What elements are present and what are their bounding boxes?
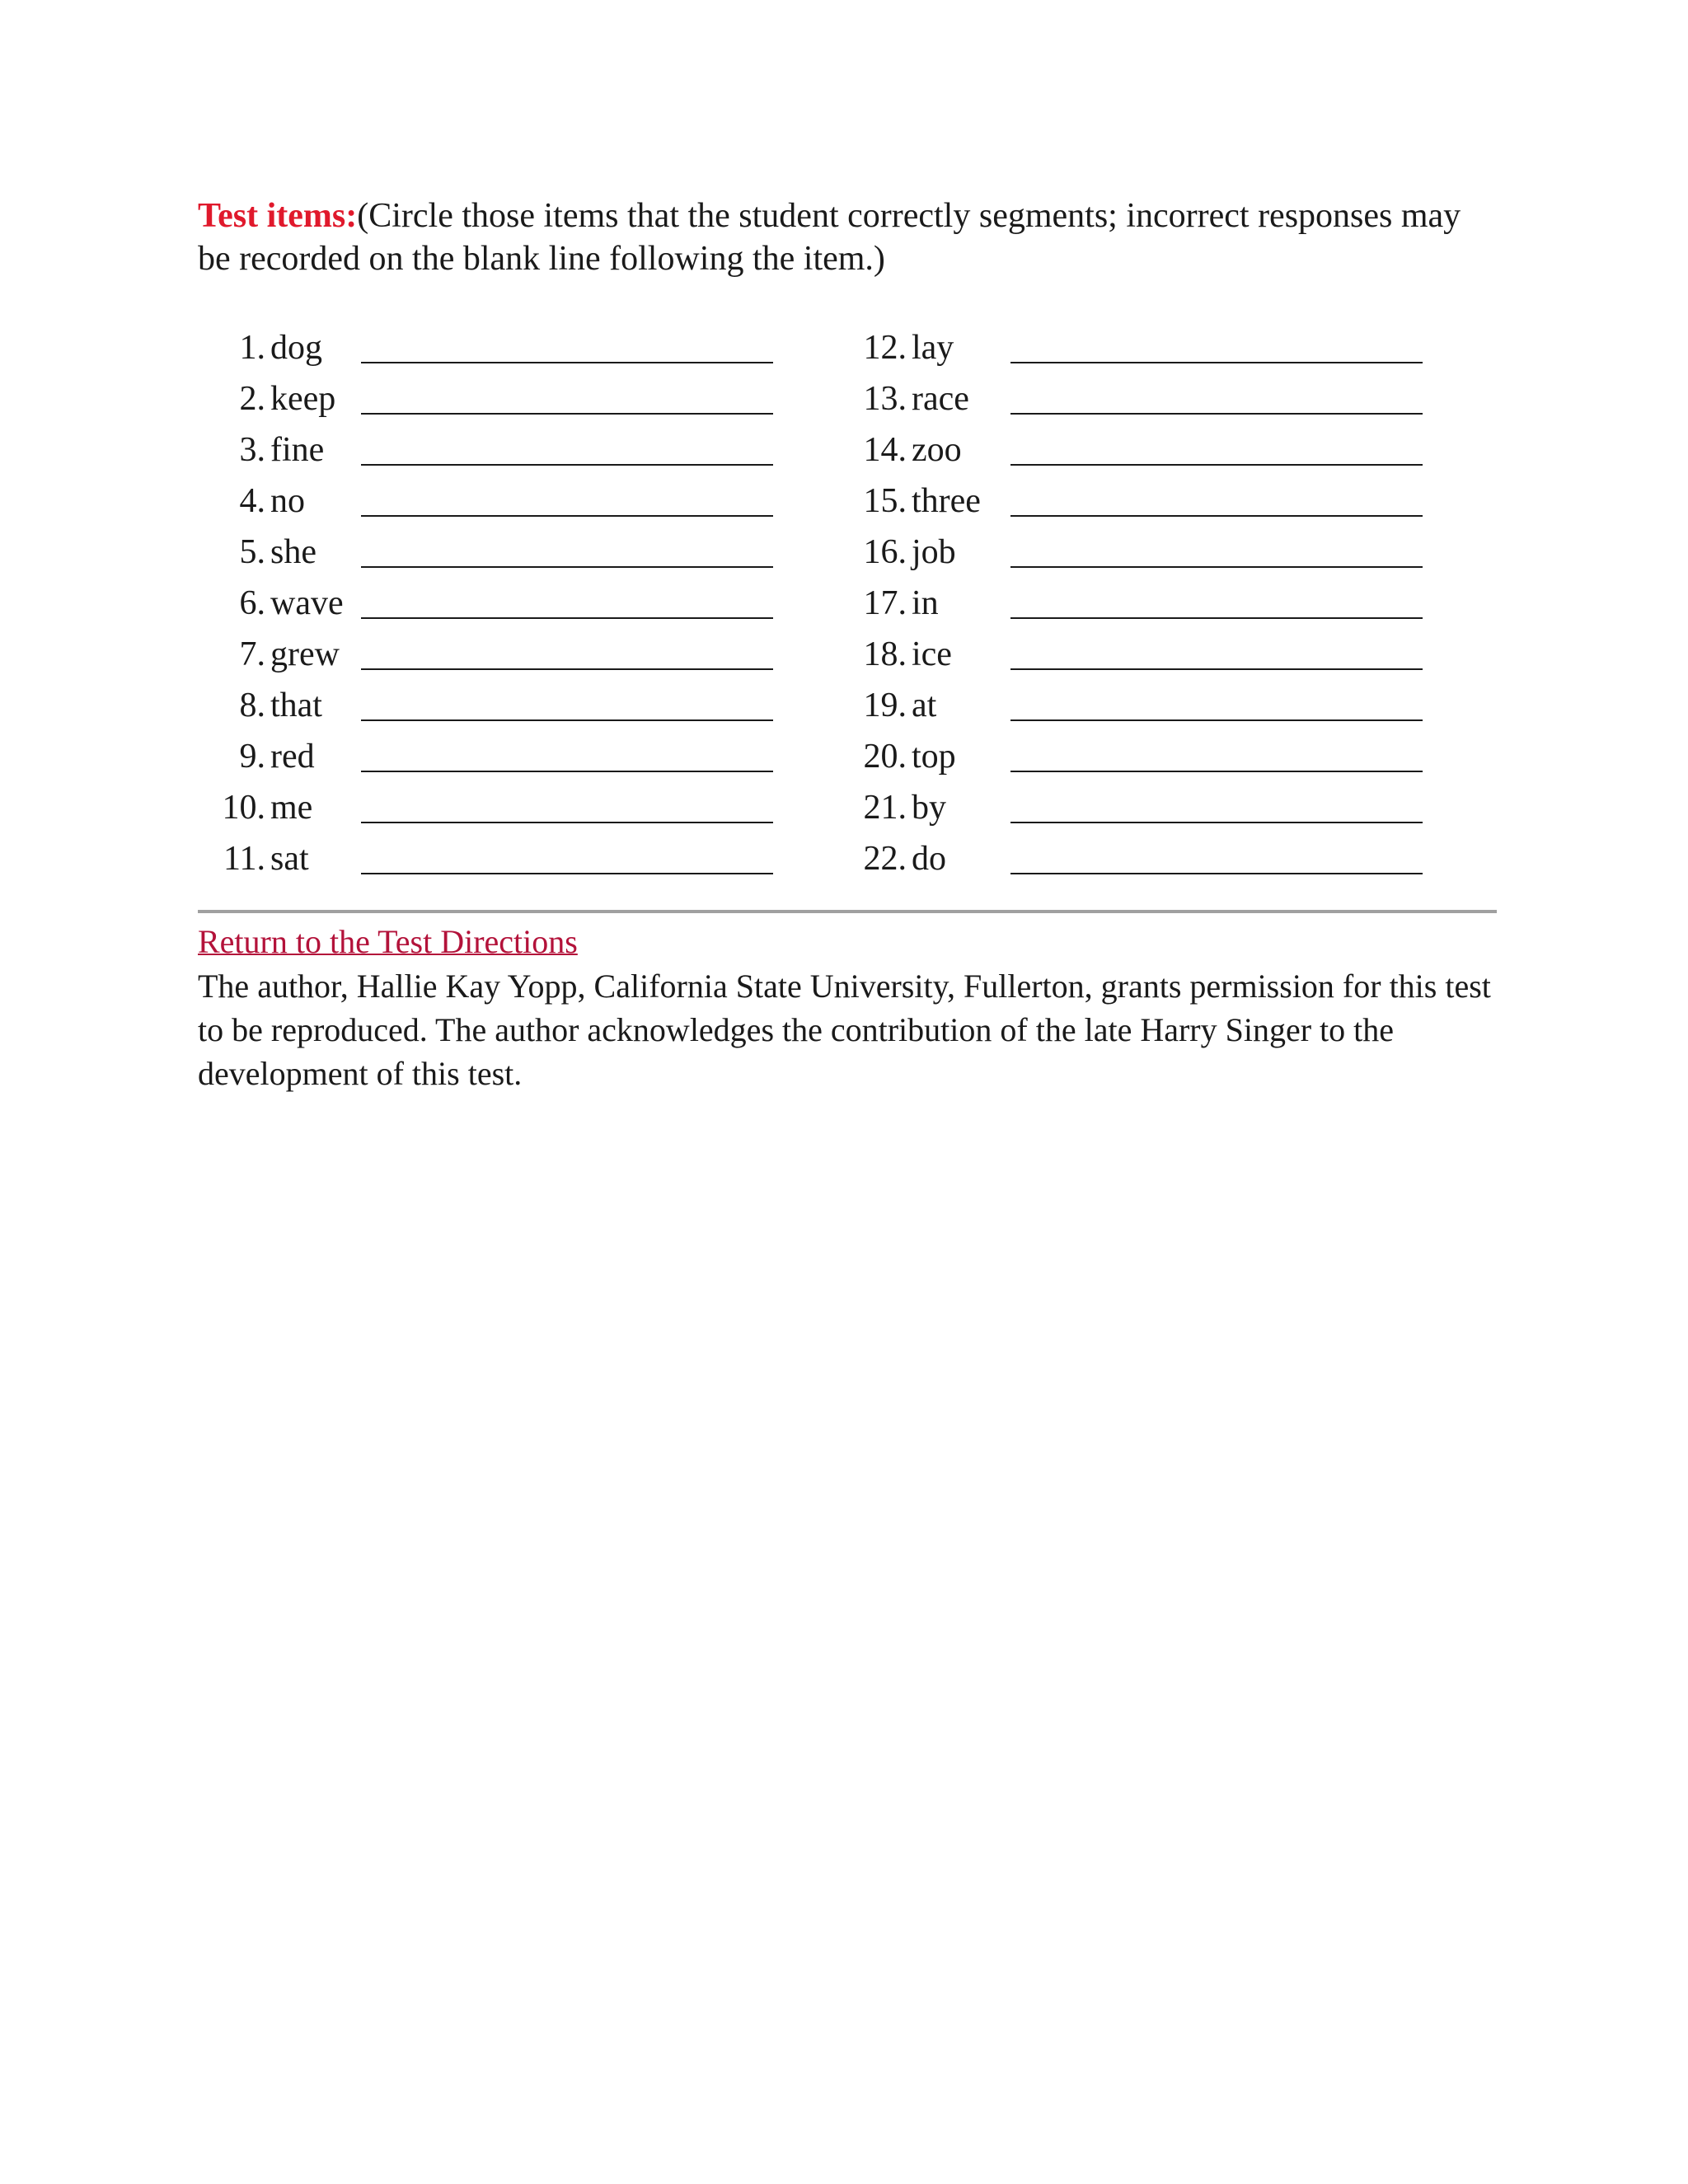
test-item xyxy=(841,476,1418,527)
author-credit: The author, Hallie Kay Yopp, California State University, Fullerton, grants permission for this test to be reproduced. The author acknowledges the contribution of the late Harry Singer to the development of this test. xyxy=(198,968,1491,1092)
test-item xyxy=(198,732,775,783)
response-blank xyxy=(361,822,773,823)
item-word: ice xyxy=(912,635,952,673)
test-item xyxy=(841,527,1418,579)
item-number: 11. xyxy=(223,840,265,878)
item-word: in xyxy=(912,584,939,622)
response-blank xyxy=(1010,617,1423,619)
item-number: 10. xyxy=(222,789,265,827)
item-word: keep xyxy=(270,380,336,418)
return-to-directions-link[interactable]: Return to the Test Directions xyxy=(198,923,578,960)
test-item xyxy=(198,527,775,579)
test-item xyxy=(841,425,1418,476)
test-item xyxy=(841,834,1418,885)
test-item xyxy=(841,630,1418,681)
test-item xyxy=(198,681,775,732)
item-number: 15. xyxy=(863,482,907,520)
item-number: 19. xyxy=(863,687,907,724)
response-blank xyxy=(361,515,773,517)
item-number: 18. xyxy=(863,635,907,673)
item-number: 3. xyxy=(239,431,265,469)
item-number: 21. xyxy=(863,789,907,827)
item-number: 5. xyxy=(239,533,265,571)
item-number: 13. xyxy=(863,380,907,418)
test-item xyxy=(198,783,775,834)
item-word: wave xyxy=(270,584,344,622)
item-word: do xyxy=(912,840,946,878)
instructions-text: (Circle those items that the student correctly segments; incorrect responses may be recorded on the blank line following the item.) xyxy=(198,197,1461,278)
item-number: 6. xyxy=(239,584,265,622)
response-blank xyxy=(1010,464,1423,466)
test-item xyxy=(841,681,1418,732)
item-word: at xyxy=(912,687,937,724)
test-item xyxy=(841,783,1418,834)
item-word: sat xyxy=(270,840,309,878)
item-number: 2. xyxy=(239,380,265,418)
response-blank xyxy=(361,464,773,466)
test-items-list xyxy=(198,323,1484,883)
response-blank xyxy=(1010,362,1423,363)
response-blank xyxy=(1010,566,1423,568)
response-blank xyxy=(361,413,773,415)
response-blank xyxy=(361,566,773,568)
test-item xyxy=(198,476,775,527)
item-number: 14. xyxy=(863,431,907,469)
items-column-left xyxy=(198,323,775,885)
item-number: 16. xyxy=(863,533,907,571)
item-number: 12. xyxy=(863,329,907,367)
item-word: by xyxy=(912,789,946,827)
item-word: grew xyxy=(270,635,340,673)
test-item xyxy=(198,834,775,885)
item-number: 8. xyxy=(239,687,265,724)
response-blank xyxy=(361,719,773,721)
item-word: lay xyxy=(912,329,954,367)
response-blank xyxy=(361,771,773,772)
horizontal-rule xyxy=(198,910,1497,913)
test-item xyxy=(841,323,1418,374)
response-blank xyxy=(361,362,773,363)
response-blank xyxy=(1010,719,1423,721)
item-number: 20. xyxy=(863,738,907,776)
response-blank xyxy=(361,617,773,619)
response-blank xyxy=(1010,413,1423,415)
test-item xyxy=(198,425,775,476)
item-word: zoo xyxy=(912,431,962,469)
instructions xyxy=(198,194,1500,280)
test-item xyxy=(841,732,1418,783)
item-number: 4. xyxy=(239,482,265,520)
test-item xyxy=(841,579,1418,630)
response-blank xyxy=(361,668,773,670)
item-word: no xyxy=(270,482,305,520)
test-item xyxy=(198,630,775,681)
response-blank xyxy=(1010,668,1423,670)
item-word: job xyxy=(912,533,956,571)
test-item xyxy=(198,374,775,425)
item-word: she xyxy=(270,533,316,571)
response-blank xyxy=(1010,822,1423,823)
item-word: red xyxy=(270,738,315,776)
item-number: 22. xyxy=(863,840,907,878)
item-word: race xyxy=(912,380,969,418)
item-word: three xyxy=(912,482,981,520)
test-item xyxy=(198,579,775,630)
item-word: dog xyxy=(270,329,322,367)
items-column-right xyxy=(841,323,1418,885)
item-word: top xyxy=(912,738,956,776)
item-number: 9. xyxy=(239,738,265,776)
test-item xyxy=(841,374,1418,425)
item-word: me xyxy=(270,789,313,827)
item-number: 17. xyxy=(863,584,907,622)
response-blank xyxy=(1010,873,1423,874)
item-number: 7. xyxy=(239,635,265,673)
item-number: 1. xyxy=(239,329,265,367)
item-word: fine xyxy=(270,431,325,469)
item-word: that xyxy=(270,687,322,724)
test-item xyxy=(198,323,775,374)
response-blank xyxy=(361,873,773,874)
response-blank xyxy=(1010,515,1423,517)
test-items-label: Test items: xyxy=(198,197,358,235)
response-blank xyxy=(1010,771,1423,772)
